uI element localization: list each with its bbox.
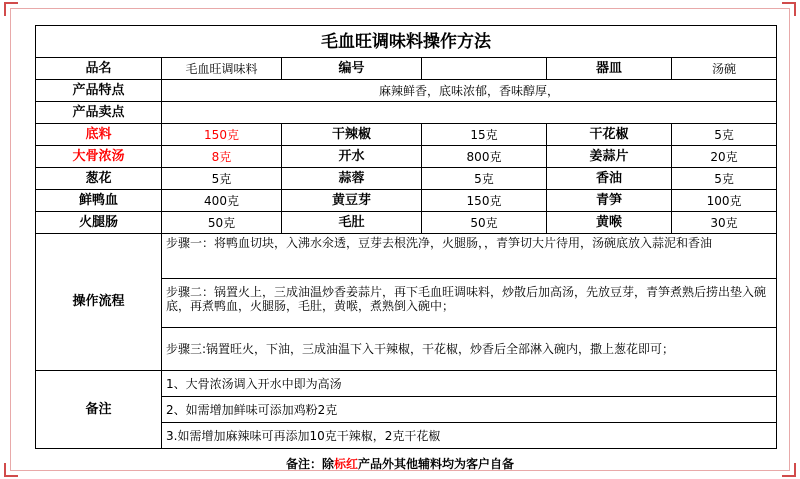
code-label: 编号 [282, 58, 422, 80]
ingredient-amount: 50克 [162, 212, 282, 234]
process-label: 操作流程 [36, 234, 162, 371]
product-name-value: 毛血旺调味料 [162, 58, 282, 80]
selling-point-label: 产品卖点 [36, 102, 162, 124]
vessel-value: 汤碗 [672, 58, 777, 80]
ingredient-amount: 800克 [422, 146, 547, 168]
table-row [36, 58, 777, 80]
ingredient-amount: 5克 [162, 168, 282, 190]
corner-ornament [4, 2, 18, 16]
feature-value: 麻辣鲜香，底味浓郁，香味醇厚， [162, 80, 777, 102]
ingredient-name: 底料 [36, 124, 162, 146]
table-row [36, 146, 777, 168]
ingredient-amount: 150克 [422, 190, 547, 212]
footer-highlight: 标红 [333, 457, 358, 471]
table-row [36, 212, 777, 234]
table-row [36, 190, 777, 212]
ingredient-name: 香油 [547, 168, 672, 190]
ingredient-amount: 5克 [422, 168, 547, 190]
vessel-label: 器皿 [547, 58, 672, 80]
ingredient-name: 干花椒 [547, 124, 672, 146]
notes-label: 备注 [36, 371, 162, 449]
ingredient-name: 葱花 [36, 168, 162, 190]
ingredient-amount: 15克 [422, 124, 547, 146]
footer-suffix: 产品外其他辅料均为客户自备 [358, 457, 515, 471]
ingredient-name: 毛肚 [282, 212, 422, 234]
ingredient-amount: 30克 [672, 212, 777, 234]
feature-label: 产品特点 [36, 80, 162, 102]
ingredient-name: 姜蒜片 [547, 146, 672, 168]
table-row [36, 124, 777, 146]
ingredient-name: 干辣椒 [282, 124, 422, 146]
selling-point-value [162, 102, 777, 124]
table-row [36, 234, 777, 279]
ingredient-amount: 150克 [162, 124, 282, 146]
process-step-2: 步骤二：锅置火上，三成油温炒香姜蒜片，再下毛血旺调味料，炒散后加高汤，先放豆芽，青笋煮熟后捞出垫入碗底，再煮鸭血，火腿肠，毛肚，黄喉，煮熟倒入碗中； [162, 279, 777, 328]
ingredient-amount: 5克 [672, 168, 777, 190]
note-item: 1、大骨浓汤调入开水中即为高汤 [162, 371, 777, 397]
recipe-table [35, 25, 777, 449]
ingredient-amount: 400克 [162, 190, 282, 212]
ingredient-name: 黄喉 [547, 212, 672, 234]
corner-ornament [782, 2, 796, 16]
ingredient-name: 青笋 [547, 190, 672, 212]
page-title: 毛血旺调味料操作方法 [36, 26, 777, 58]
product-name-label: 品名 [36, 58, 162, 80]
note-item: 2、如需增加鲜味可添加鸡粉2克 [162, 397, 777, 423]
table-row [36, 80, 777, 102]
table-row [36, 102, 777, 124]
ingredient-name: 蒜蓉 [282, 168, 422, 190]
ingredient-name: 开水 [282, 146, 422, 168]
ingredient-amount: 20克 [672, 146, 777, 168]
note-item: 3.如需增加麻辣味可再添加10克干辣椒，2克干花椒 [162, 423, 777, 449]
ingredient-amount: 8克 [162, 146, 282, 168]
process-step-1: 步骤一：将鸭血切块，入沸水氽透，豆芽去根洗净，火腿肠，，青笋切大片待用，汤碗底放入蒜泥和香油 [162, 234, 777, 279]
ingredient-name: 鲜鸭血 [36, 190, 162, 212]
process-step-3: 步骤三:锅置旺火，下油，三成油温下入干辣椒，干花椒，炒香后全部淋入碗内，撒上葱花即可； [162, 328, 777, 371]
table-row [36, 371, 777, 397]
ingredient-name: 黄豆芽 [282, 190, 422, 212]
footer-note [0, 455, 800, 472]
ingredient-name: 火腿肠 [36, 212, 162, 234]
table-row [36, 168, 777, 190]
ingredient-amount: 100克 [672, 190, 777, 212]
footer-prefix: 备注：除 [285, 457, 334, 471]
code-value [422, 58, 547, 80]
ingredient-name: 大骨浓汤 [36, 146, 162, 168]
ingredient-amount: 50克 [422, 212, 547, 234]
ingredient-amount: 5克 [672, 124, 777, 146]
